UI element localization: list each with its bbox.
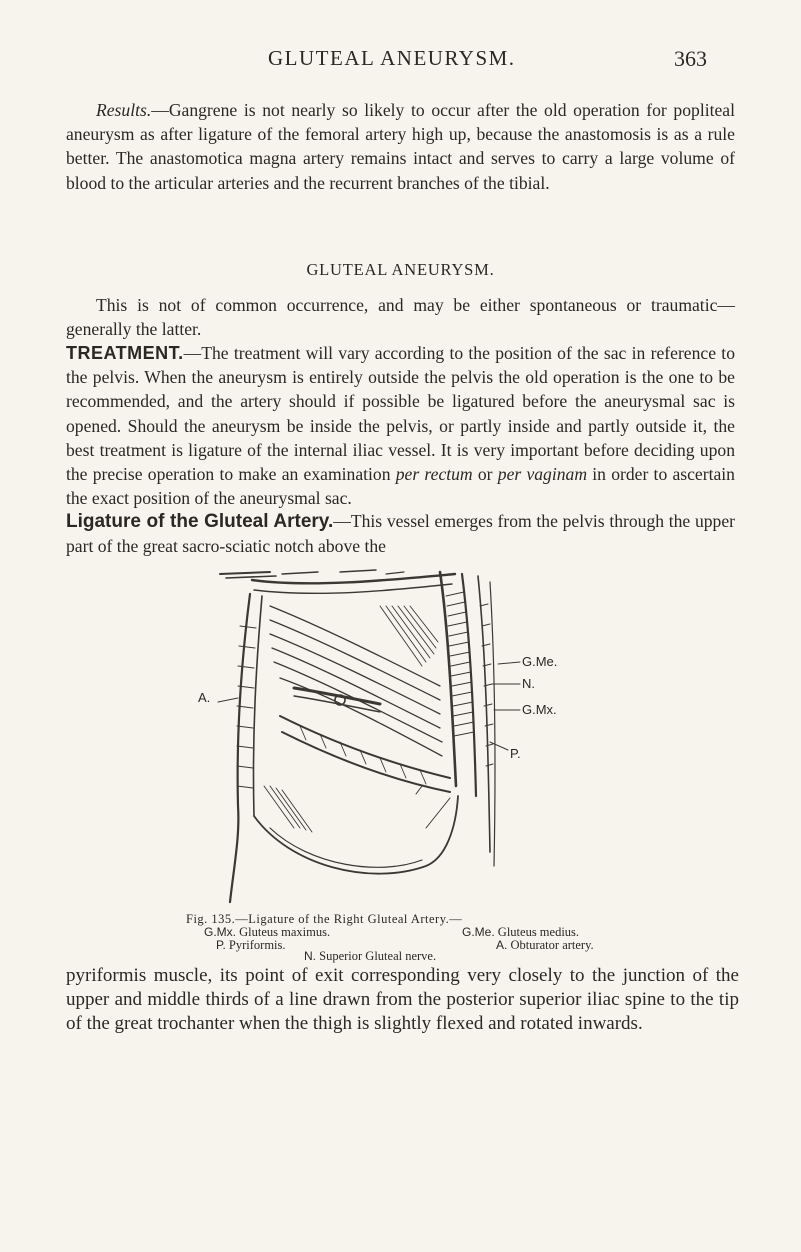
section-title: GLUTEAL ANEURYSM.: [306, 260, 495, 279]
results-paragraph: [66, 98, 735, 195]
ligature-heading: Ligature of the Gluteal Artery.: [66, 511, 334, 532]
intro-paragraph: This is not of common occurrence, and may be either spontaneous or traumatic—generally the latter.: [66, 295, 735, 340]
page-header: [0, 46, 801, 74]
treatment-heading: TREATMENT.: [66, 343, 184, 363]
ligature-paragraph: [66, 509, 735, 558]
treatment-paragraph: [66, 341, 735, 510]
legend-n: N. Superior Gluteal nerve.: [304, 949, 437, 963]
figure-135: [190, 566, 610, 906]
ligature-text: —This vessel emerges from the pelvis through the upper part of the great sacro-sciatic notch above the: [66, 511, 736, 557]
legend-gme: G.Me. Gluteus medius.: [462, 925, 580, 939]
label-gme: G.Me.: [522, 654, 558, 669]
legend-a: A. Obturator artery.: [496, 938, 594, 952]
legend-p: P. Pyriformis.: [216, 938, 286, 952]
label-n: N.: [522, 676, 535, 691]
per-rectum: per rectum: [395, 464, 473, 485]
treatment-text-2: or: [472, 464, 498, 485]
label-p: P.: [510, 746, 521, 761]
results-lead: Results.: [96, 100, 152, 120]
treatment-text-1: —The treatment will vary according to the position of the sac in reference to the pelvis. When the aneurysm is entirely outside the pelvis the old operation is the one to be recommended, and the artery should if possible be ligatured before the aneurysmal sac is opened. Should the aneurysm be inside the pelvis, or partly inside and partly outside it, the best treatment is ligature of the internal iliac vessel. It is very important before deciding upon the precise operation to make an examination: [66, 343, 735, 485]
label-a: A.: [198, 690, 211, 705]
pyriformis-paragraph: pyriformis muscle, its point of exit corresponding very closely to the junction of the upper and middle thirds of a line drawn from the posterior superior iliac spine to the tip of the great trochanter when the thigh is slightly flexed and rotated inwards.: [66, 965, 739, 1034]
legend-gmx: G.Mx. Gluteus maximus.: [204, 925, 331, 939]
page-number: 363: [674, 46, 707, 71]
treatment-text-3: in order to ascertain the exact position of the aneurysmal sac.: [66, 464, 735, 509]
figure-caption: Fig. 135.—Ligature of the Right Gluteal Artery.—: [186, 912, 463, 926]
per-vaginam: per vaginam: [497, 464, 588, 485]
results-text: —Gangrene is not nearly so likely to occur after the old operation for popliteal aneurysm as after ligature of the femoral artery high up, because the anastomosis is as a rule better. The anastomotica magna artery remains intact and serves to carry a large volume of blood to the articular arteries and the recurrent branches of the tibial.: [66, 100, 735, 193]
running-title: GLUTEAL ANEURYSM.: [268, 46, 516, 70]
gluteal-illustration: [190, 566, 610, 906]
label-gmx: G.Mx.: [522, 702, 557, 717]
